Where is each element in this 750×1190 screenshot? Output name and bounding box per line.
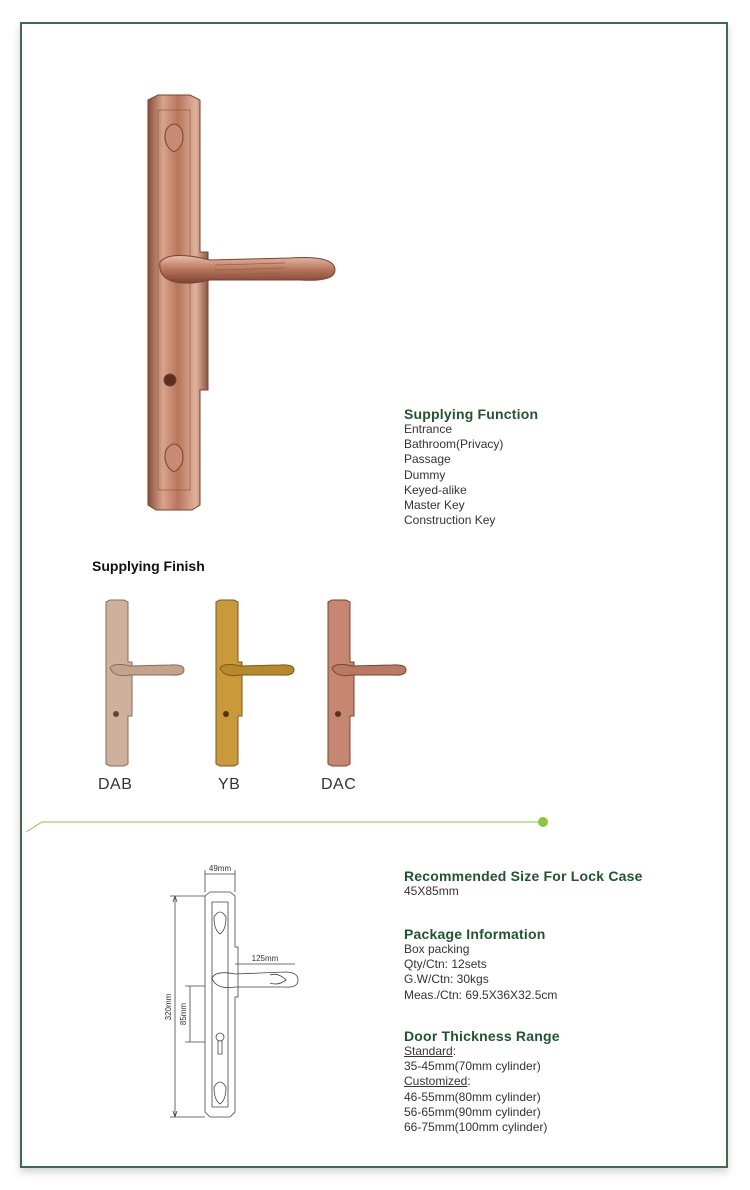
function-item-construction-key: Construction Key	[404, 513, 496, 528]
lock-case-title: Recommended Size For Lock Case	[404, 868, 643, 884]
customized-label: Customized	[404, 1074, 468, 1089]
finish-swatch-dab	[100, 598, 190, 768]
page-frame	[20, 22, 728, 1168]
finish-label-dab: DAB	[98, 776, 133, 793]
function-item-passage: Passage	[404, 452, 451, 467]
dimension-drawing	[160, 862, 310, 1127]
package-info-title: Package Information	[404, 926, 546, 942]
supplying-finish-title: Supplying Finish	[92, 558, 205, 574]
package-line: Box packing	[404, 942, 470, 956]
dim-center-label: 85mm	[179, 1002, 188, 1026]
finish-swatch-dac	[322, 598, 412, 768]
finish-swatch-yb	[210, 598, 300, 768]
customized-heading	[404, 1074, 560, 1089]
section-divider	[24, 816, 554, 836]
customized-line: 46-55mm(80mm cylinder)	[404, 1089, 541, 1104]
function-item-dummy: Dummy	[404, 467, 446, 482]
standard-line: 35-45mm(70mm cylinder)	[404, 1059, 541, 1074]
package-line: Qty/Ctn: 12sets	[404, 957, 487, 972]
function-item-keyed-alike: Keyed-alike	[404, 482, 467, 497]
dim-handle-label: 125mm	[251, 954, 279, 963]
package-line: Meas./Ctn: 69.5X36X32.5cm	[404, 987, 558, 1002]
dim-width-label: 49mm	[208, 864, 232, 873]
supplying-function-title: Supplying Function	[404, 406, 539, 422]
lock-case-value: 45X85mm	[404, 884, 459, 898]
customized-line: 66-75mm(100mm cylinder)	[404, 1120, 548, 1135]
standard-heading	[404, 1044, 560, 1059]
customized-colon: :	[467, 1074, 471, 1089]
package-line: G.W/Ctn: 30kgs	[404, 972, 489, 987]
door-thickness-title: Door Thickness Range	[404, 1028, 560, 1044]
finish-label-yb: YB	[218, 776, 241, 793]
customized-line: 56-65mm(90mm cylinder)	[404, 1104, 541, 1119]
function-item-entrance: Entrance	[404, 422, 453, 436]
main-product-image	[130, 90, 350, 520]
standard-colon: :	[452, 1044, 457, 1058]
function-item-bathroom: Bathroom(Privacy)	[404, 437, 504, 452]
finish-label-dac: DAC	[321, 776, 357, 793]
function-item-master-key: Master Key	[404, 498, 465, 513]
standard-label: Standard	[404, 1044, 453, 1058]
dim-height-label: 320mm	[164, 993, 173, 1021]
